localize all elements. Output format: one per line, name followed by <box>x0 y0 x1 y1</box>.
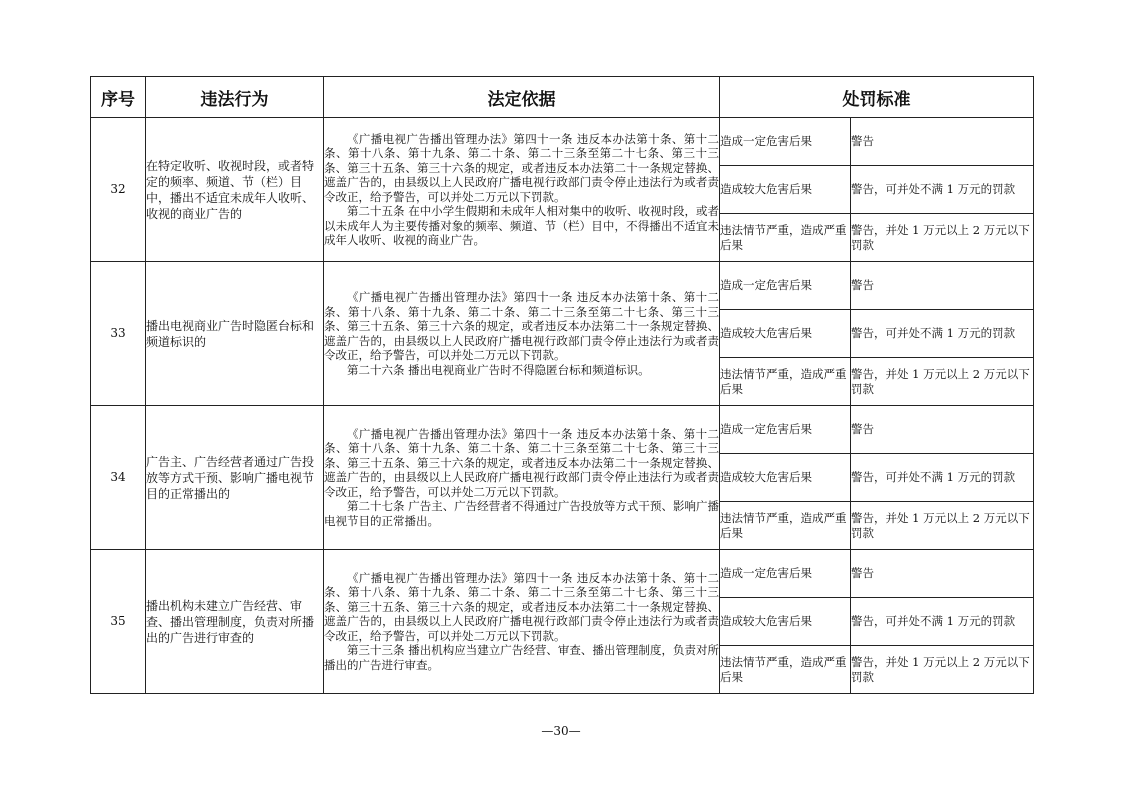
header-penalty-standard: 处罚标准 <box>720 77 1034 118</box>
penalty-standards-table <box>90 76 1034 694</box>
table-row <box>91 550 1034 598</box>
level-condition: 造成一定危害后果 <box>720 118 851 166</box>
row-violation: 在特定收听、收视时段，或者特定的频率、频道、节（栏）目中，播出不适宜未成年人收听、收视的商业广告的 <box>146 118 324 262</box>
level-penalty: 警告，可并处不满 1 万元的罚款 <box>851 166 1034 214</box>
level-condition: 造成较大危害后果 <box>720 454 851 502</box>
basis-penalty-clause: 《广播电视广告播出管理办法》第四十一条 违反本办法第十条、第十二条、第十八条、第十九条、第二十条、第二十三条至第二十七条、第三十三条、第三十五条、第三十六条的规定，或者违反本办法第二十一条规定替换、遮盖广告的，由县级以上人民政府广播电视行政部门责令停止违法行为或者责令改正，给予警告，可以并处二万元以下罚款。 <box>324 290 719 362</box>
basis-rule-clause: 第二十五条 在中小学生假期和未成年人相对集中的收听、收视时段，或者以未成年人为主要传播对象的频率、频道、节（栏）目中，不得播出不适宜未成年人收听、收视的商业广告。 <box>324 204 719 247</box>
level-condition: 造成较大危害后果 <box>720 166 851 214</box>
level-condition: 违法情节严重，造成严重后果 <box>720 646 851 694</box>
level-condition: 造成一定危害后果 <box>720 262 851 310</box>
level-condition: 造成较大危害后果 <box>720 310 851 358</box>
table-row <box>91 406 1034 454</box>
row-violation: 播出电视商业广告时隐匿台标和频道标识的 <box>146 262 324 406</box>
level-penalty: 警告，可并处不满 1 万元的罚款 <box>851 598 1034 646</box>
header-seq: 序号 <box>91 77 146 118</box>
page-number: —30— <box>541 724 581 738</box>
basis-rule-clause: 第二十六条 播出电视商业广告时不得隐匿台标和频道标识。 <box>347 362 650 377</box>
row-seq: 32 <box>91 118 146 262</box>
level-penalty: 警告，并处 1 万元以上 2 万元以下罚款 <box>851 214 1034 262</box>
row-violation: 播出机构未建立广告经营、审查、播出管理制度，负责对所播出的广告进行审查的 <box>146 550 324 694</box>
table-row <box>91 118 1034 166</box>
level-condition: 造成一定危害后果 <box>720 550 851 598</box>
row-legal-basis <box>324 118 720 262</box>
table-header-row <box>91 77 1034 118</box>
table-row <box>91 262 1034 310</box>
level-condition: 违法情节严重，造成严重后果 <box>720 214 851 262</box>
level-condition: 违法情节严重，造成严重后果 <box>720 502 851 550</box>
level-penalty: 警告 <box>851 118 1034 166</box>
level-condition: 造成较大危害后果 <box>720 598 851 646</box>
level-penalty: 警告 <box>851 262 1034 310</box>
row-legal-basis <box>324 262 720 406</box>
row-legal-basis <box>324 550 720 694</box>
header-legal-basis: 法定依据 <box>324 77 720 118</box>
level-penalty: 警告 <box>851 550 1034 598</box>
basis-penalty-clause: 《广播电视广告播出管理办法》第四十一条 违反本办法第十条、第十二条、第十八条、第十九条、第二十条、第二十三条至第二十七条、第三十三条、第三十五条、第三十六条的规定，或者违反本办法第二十一条规定替换、遮盖广告的，由县级以上人民政府广播电视行政部门责令停止违法行为或者责令改正，给予警告，可以并处二万元以下罚款。 <box>324 570 719 643</box>
basis-rule-clause: 第三十三条 播出机构应当建立广告经营、审查、播出管理制度，负责对所播出的广告进行审查。 <box>324 643 719 672</box>
level-penalty: 警告 <box>851 406 1034 454</box>
level-condition: 造成一定危害后果 <box>720 406 851 454</box>
level-penalty: 警告，可并处不满 1 万元的罚款 <box>851 454 1034 502</box>
level-condition: 违法情节严重，造成严重后果 <box>720 358 851 406</box>
level-penalty: 警告，可并处不满 1 万元的罚款 <box>851 310 1034 358</box>
level-penalty: 警告，并处 1 万元以上 2 万元以下罚款 <box>851 646 1034 694</box>
basis-rule-clause: 第二十七条 广告主、广告经营者不得通过广告投放等方式干预、影响广播电视节目的正常播出。 <box>324 499 719 528</box>
row-seq: 33 <box>91 262 146 406</box>
level-penalty: 警告，并处 1 万元以上 2 万元以下罚款 <box>851 358 1034 406</box>
basis-penalty-clause: 《广播电视广告播出管理办法》第四十一条 违反本办法第十条、第十二条、第十八条、第十九条、第二十条、第二十三条至第二十七条、第三十三条、第三十五条、第三十六条的规定，或者违反本办法第二十一条规定替换、遮盖广告的，由县级以上人民政府广播电视行政部门责令停止违法行为或者责令改正，给予警告，可以并处二万元以下罚款。 <box>324 426 719 499</box>
row-seq: 35 <box>91 550 146 694</box>
row-legal-basis <box>324 406 720 550</box>
header-violation: 违法行为 <box>146 77 324 118</box>
basis-penalty-clause: 《广播电视广告播出管理办法》第四十一条 违反本办法第十条、第十二条、第十八条、第十九条、第二十条、第二十三条至第二十七条、第三十三条、第三十五条、第三十六条的规定，或者违反本办法第二十一条规定替换、遮盖广告的，由县级以上人民政府广播电视行政部门责令停止违法行为或者责令改正，给予警告，可以并处二万元以下罚款。 <box>324 131 719 204</box>
row-violation: 广告主、广告经营者通过广告投放等方式干预、影响广播电视节目的正常播出的 <box>146 406 324 550</box>
row-seq: 34 <box>91 406 146 550</box>
level-penalty: 警告，并处 1 万元以上 2 万元以下罚款 <box>851 502 1034 550</box>
